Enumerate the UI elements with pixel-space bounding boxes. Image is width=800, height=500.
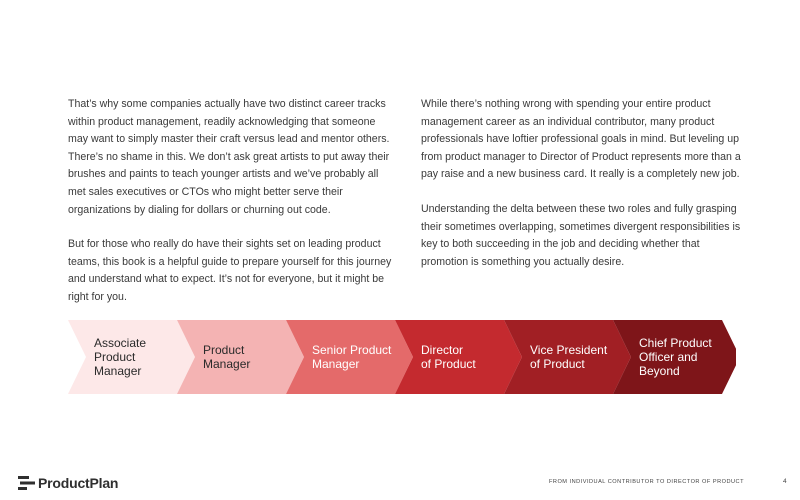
body-paragraph: That’s why some companies actually have two distinct career tracks within product management, readily acknowledging that someone may want to simply master their craft versus lead and mentor others. There’s no shame in this. We don’t ask great artists to put away their brushes and paints to teach younger artists and we’ve probably all met sales executives or CTOs who might better serve their organizations by dialing for dollars or churning out code.: [68, 98, 390, 216]
career-step-arrow: [286, 320, 413, 394]
career-step-label-line: Beyond: [639, 364, 680, 378]
page-number: 4: [783, 478, 787, 485]
career-step-label-line: of Product: [530, 357, 585, 371]
career-step-label-line: Product: [203, 343, 245, 357]
right-column: [421, 96, 741, 288]
career-step-label-line: Product: [94, 350, 136, 364]
career-ladder: [68, 320, 736, 394]
career-step-label-line: Senior Product: [312, 343, 392, 357]
career-step-label-line: Chief Product: [639, 336, 712, 350]
footer-book-title: FROM INDIVIDUAL CONTRIBUTOR TO DIRECTOR OF PRODUCT: [549, 479, 744, 485]
career-step-arrow: [613, 320, 736, 394]
career-step-arrow: [504, 320, 631, 394]
career-step-arrow: [395, 320, 522, 394]
body-paragraph: But for those who really do have their sights set on leading product teams, this book is a helpful guide to prepare yourself for this journey and understand what to expect. It’s not for everyone, but it might be right for you.: [68, 238, 392, 303]
career-step-label-line: Associate: [94, 336, 147, 350]
career-step-label-line: Manager: [312, 357, 360, 371]
left-column: [68, 96, 394, 324]
productplan-logo: [18, 474, 118, 492]
career-step-label-line: Director: [421, 343, 464, 357]
career-step-label-line: of Product: [421, 357, 476, 371]
career-ladder-arrows: [68, 320, 736, 394]
career-step-label-line: Officer and: [639, 350, 698, 364]
career-step-arrow: [177, 320, 304, 394]
career-step-label-line: Vice President: [530, 343, 608, 357]
logo-text: ProductPlan: [38, 475, 119, 491]
career-step-label-line: Manager: [203, 357, 251, 371]
career-step-arrow: [68, 320, 195, 394]
body-paragraph: While there’s nothing wrong with spending your entire product management career as an individual contributor, many product professionals have loftier professional goals in mind. But leveling up from product manager to Director of Product represents more than a pay raise and a new business card. It really is a completely new job.: [421, 98, 741, 181]
body-paragraph: Understanding the delta between these two roles and fully grasping their sometimes overlapping, sometimes divergent responsibilities is key to both succeeding in the job and deciding whether that promotion is something you actually desire.: [421, 202, 741, 268]
career-step-label-line: Manager: [94, 364, 142, 378]
productplan-logo-icon: [18, 476, 35, 490]
